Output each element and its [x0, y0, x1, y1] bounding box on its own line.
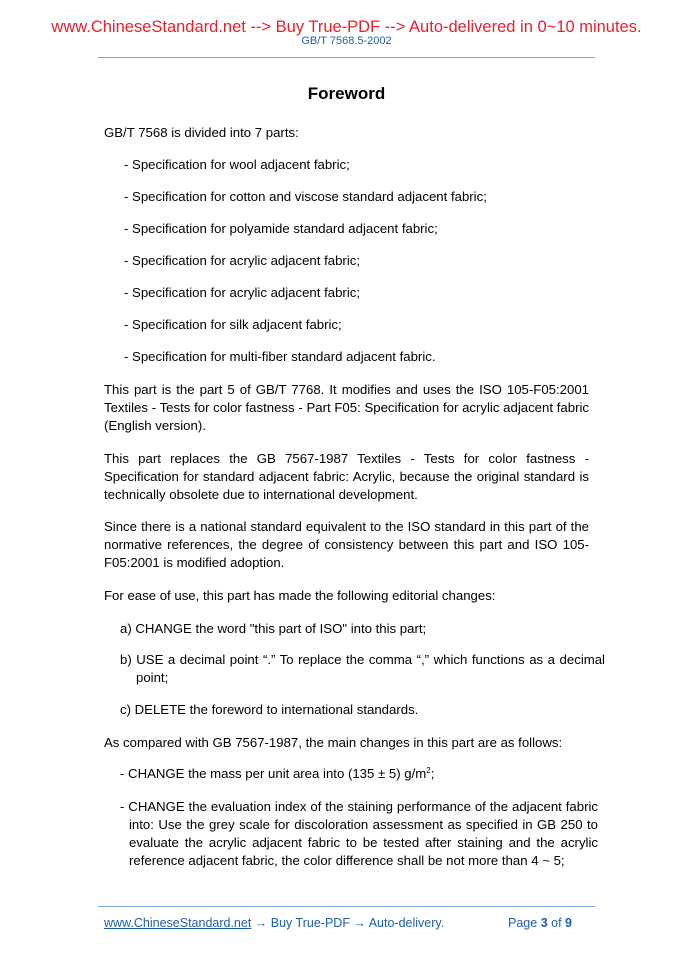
- paragraph-part-info: This part is the part 5 of GB/T 7768. It modifies and uses the ISO 105-F05:2001 Textiles - Tests for color fastness - Part F05: Specification for acrylic adjacent fabric (English version).: [104, 382, 589, 433]
- of-label: of: [551, 916, 562, 930]
- list-item: - Specification for cotton and viscose standard adjacent fabric;: [124, 189, 487, 204]
- footer-delivery-text: Auto-delivery.: [368, 916, 445, 930]
- list-item: [120, 765, 598, 783]
- list-item: c) DELETE the foreword to international standards.: [120, 702, 419, 717]
- intro-paragraph: GB/T 7568 is divided into 7 parts:: [104, 125, 299, 140]
- page-number: 3: [540, 916, 548, 930]
- list-item: a) CHANGE the word "this part of ISO" into this part;: [120, 621, 427, 636]
- header-divider: [98, 57, 595, 58]
- list-item: - Specification for wool adjacent fabric;: [124, 157, 350, 172]
- list-item: - Specification for multi-fiber standard adjacent fabric.: [124, 349, 436, 364]
- standard-number: GB/T 7568.5-2002: [301, 35, 392, 47]
- change-mass-text: - CHANGE the mass per unit area into (135 ± 5) g/m: [120, 766, 427, 781]
- footer-buy-link[interactable]: Buy True-PDF: [270, 916, 350, 930]
- page-label: Page: [508, 916, 538, 930]
- list-item: b) USE a decimal point “.” To replace the comma “,” which functions as a decimal point;: [120, 652, 605, 685]
- list-item: - CHANGE the evaluation index of the staining performance of the adjacent fabric into: Use the grey scale for discoloration assessment as specified in GB 250 to evaluate the acrylic adjacent fabric to be tested after staining and the acrylic reference adjacent fabric, the color difference shall be not more than 4 ~ 5;: [120, 799, 598, 868]
- paragraph-main-changes: As compared with GB 7567-1987, the main changes in this part are as follows:: [104, 735, 563, 750]
- page-total: 9: [565, 916, 572, 930]
- footer-site-link[interactable]: www.ChineseStandard.net: [104, 916, 252, 930]
- paragraph-consistency: Since there is a national standard equivalent to the ISO standard in this part of the normative references, the degree of consistency between this part and ISO 105-F05:2001 is modified adoption.: [104, 519, 589, 570]
- arrow-icon: →: [349, 916, 369, 930]
- footer-divider: [98, 906, 595, 907]
- superscript: 2: [426, 766, 431, 775]
- list-item: - Specification for acrylic adjacent fabric;: [124, 285, 361, 300]
- paragraph-editorial-intro: For ease of use, this part has made the following editorial changes:: [104, 588, 496, 603]
- list-item: - Specification for silk adjacent fabric;: [124, 317, 342, 332]
- page-title: Foreword: [307, 84, 386, 103]
- list-item: - Specification for polyamide standard adjacent fabric;: [124, 221, 438, 236]
- header-banner[interactable]: www.ChineseStandard.net --> Buy True-PDF --> Auto-delivered in 0~10 minutes.: [51, 18, 642, 36]
- footer-links: [104, 915, 444, 931]
- arrow-icon: →: [251, 916, 271, 930]
- list-item: - Specification for acrylic adjacent fabric;: [124, 253, 361, 268]
- change-mass-suffix: ;: [430, 766, 435, 781]
- page-indicator: [508, 915, 572, 931]
- paragraph-replaces: This part replaces the GB 7567-1987 Textiles - Tests for color fastness - Specification for standard adjacent fabric: Acrylic, because the original standard is technically obsolete due to international development.: [104, 451, 589, 502]
